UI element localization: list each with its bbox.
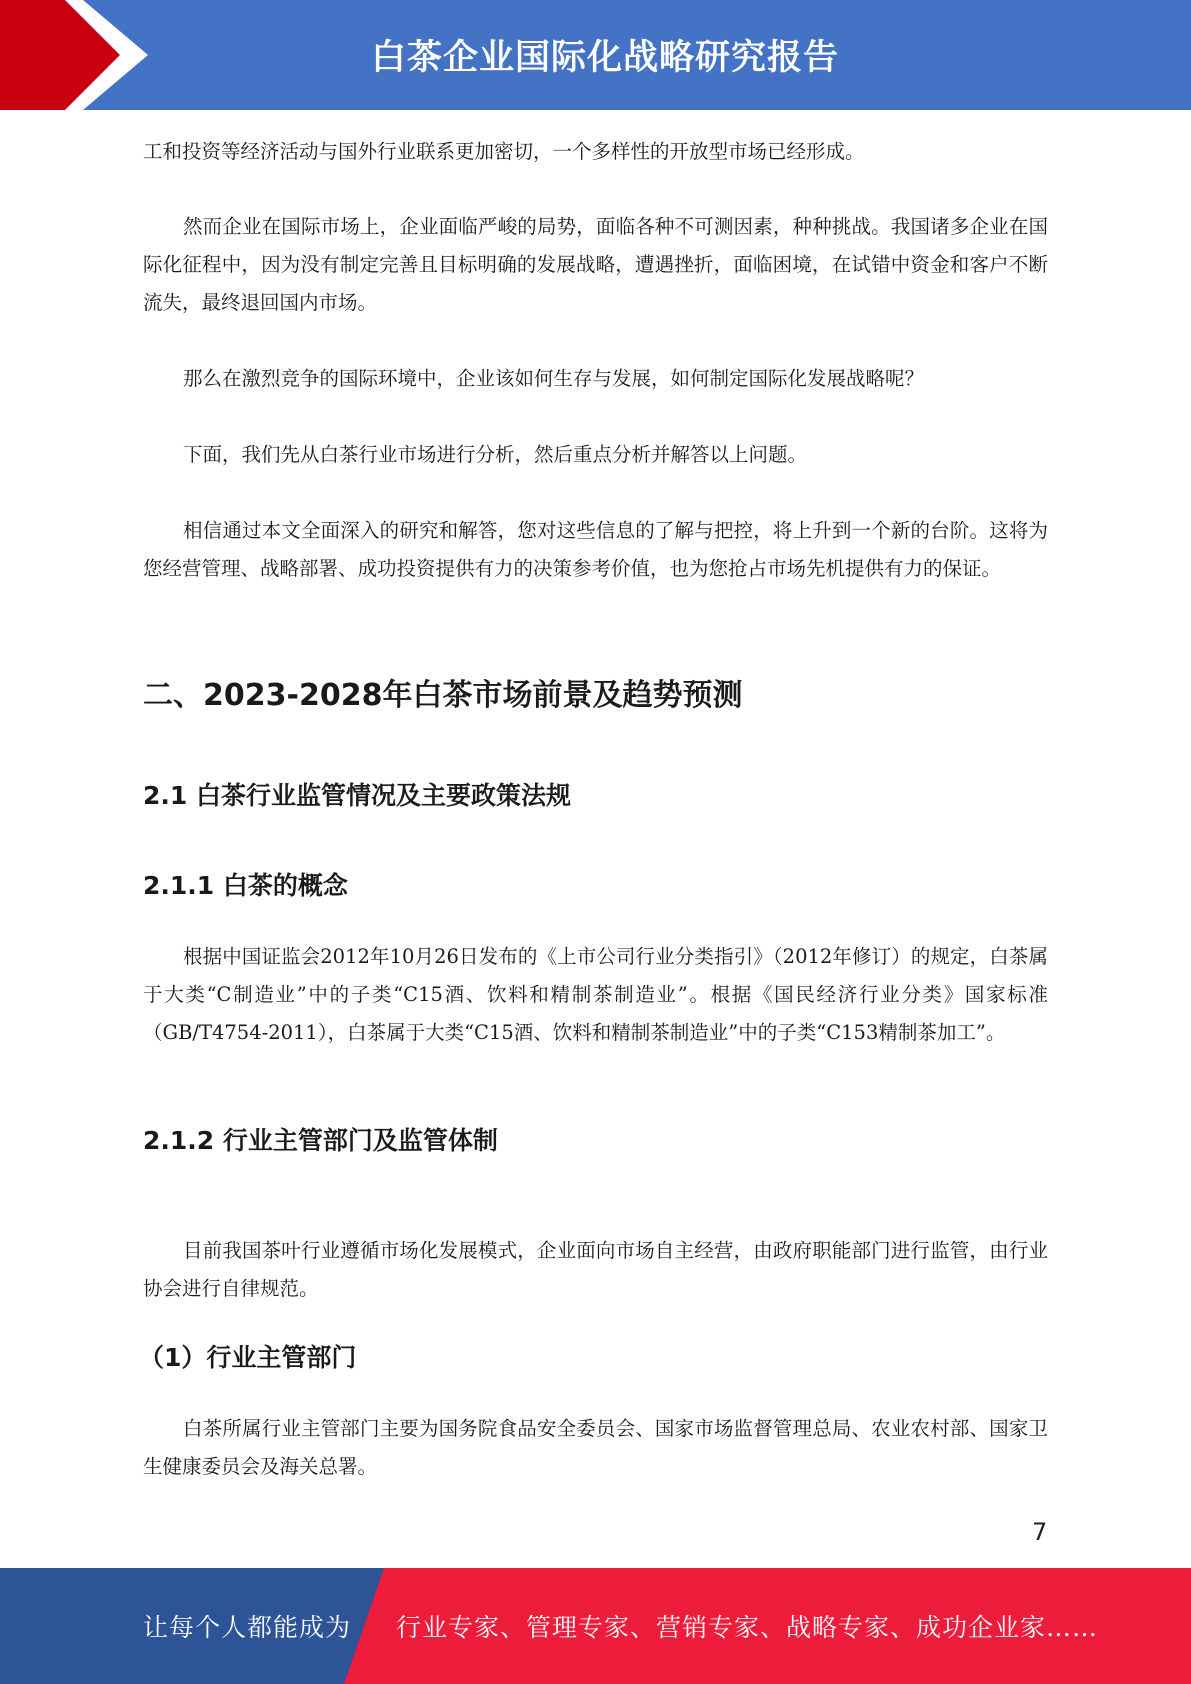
paragraph-intro-continued: 工和投资等经济活动与国外行业联系更加密切，一个多样性的开放型市场已经形成。 xyxy=(143,140,865,163)
paragraph-analysis-plan: 下面，我们先从白茶行业市场进行分析，然后重点分析并解答以上问题。 xyxy=(183,443,808,466)
red-chevron-decoration xyxy=(0,0,160,110)
page-header-banner xyxy=(0,0,1191,110)
section-2-1-2-heading: 2.1.2 行业主管部门及监管体制 xyxy=(143,1126,498,1155)
paragraph-question: 那么在激烈竞争的国际环境中，企业该如何生存与发展，如何制定国际化发展战略呢？ xyxy=(183,367,925,390)
report-title: 白茶企业国际化战略研究报告 xyxy=(370,38,839,78)
paragraph-value-statement: 相信通过本文全面深入的研究和解答，您对这些信息的了解与把控，将上升到一个新的台阶。这将为您经营管理、战略部署、成功投资提供有力的决策参考价值，也为您抢占市场先机提供有力的保证。 xyxy=(143,519,1048,580)
paragraph-regulation-model: 目前我国茶叶行业遵循市场化发展模式，企业面向市场自主经营，由政府职能部门进行监管，由行业协会进行自律规范。 xyxy=(143,1239,1048,1300)
footer-slogan-left: 让每个人都能成为 xyxy=(143,1613,352,1642)
paragraph-authorities: 白茶所属行业主管部门主要为国务院食品安全委员会、国家市场监督管理总局、农业农村部、国家卫生健康委员会及海关总署。 xyxy=(143,1417,1048,1478)
section-2-1-1-heading: 2.1.1 白茶的概念 xyxy=(143,871,348,900)
paragraph-white-tea-concept: 根据中国证监会2012年10月26日发布的《上市公司行业分类指引》（2012年修订）的规定，白茶属于大类“C制造业”中的子类“C15酒、饮料和精制茶制造业”。根据《国民经济行业分类》国家标准（GB/T4754-2011），白茶属于大类“C15酒、饮料和精制茶制造业”中的子类“C153精制茶加工”。 xyxy=(143,945,1048,1044)
section-2-1-heading: 2.1 白茶行业监管情况及主要政策法规 xyxy=(143,781,571,810)
page-number: 7 xyxy=(1032,1518,1048,1546)
footer-slogan-right: 行业专家、管理专家、营销专家、战略专家、成功企业家…… xyxy=(396,1613,1099,1642)
section-2-heading: 二、2023-2028年白茶市场前景及趋势预测 xyxy=(143,678,743,713)
paragraph-challenges: 然而企业在国际市场上，企业面临严峻的局势，面临各种不可测因素，种种挑战。我国诸多企业在国际化征程中，因为没有制定完善且目标明确的发展战略，遭遇挫折，面临困境，在试错中资金和客户不断流失，最终退回国内市场。 xyxy=(143,215,1048,314)
page-footer-banner xyxy=(0,1568,1191,1684)
subsection-1-heading: （1）行业主管部门 xyxy=(139,1343,357,1372)
